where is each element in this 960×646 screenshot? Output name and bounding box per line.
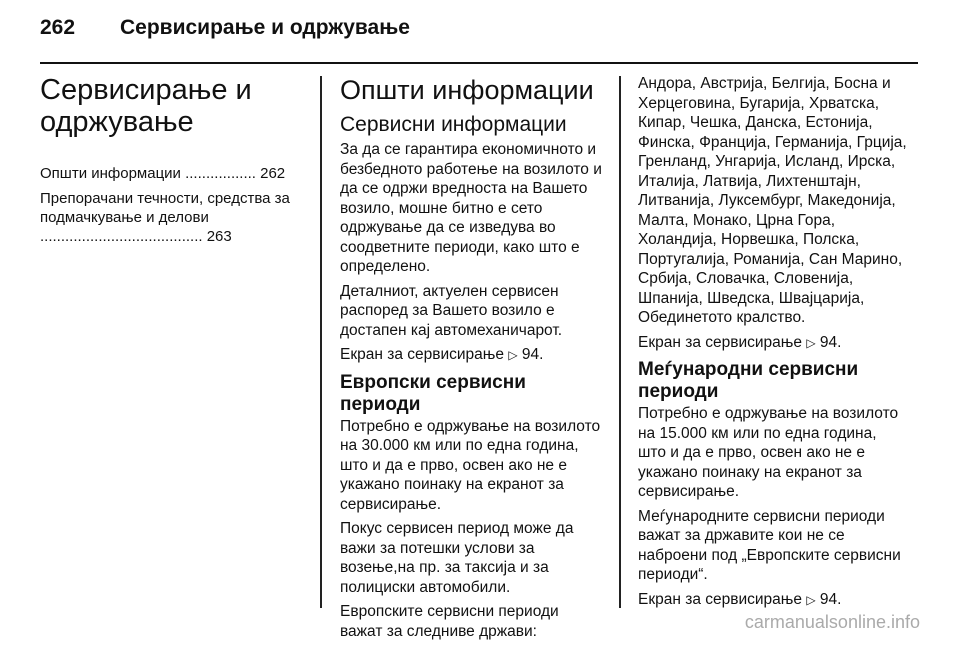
ref-text: Екран за сервисирање — [638, 590, 803, 608]
heading-european-intervals: Европски сервисни периоди — [340, 371, 526, 415]
header-rule — [40, 62, 918, 64]
general-info-column — [340, 74, 602, 646]
paragraph-service-importance: За да се гарантира економичното и безбедното работење на возилото и да се одржи вредноста на Вашето возило, мошне битно е сето одржување да се изведува во соодветните периоди, како што е определено. — [340, 141, 602, 275]
service-display-ref-3 — [638, 590, 908, 611]
running-title: Сервисирање и одржување — [120, 16, 410, 39]
ref-page[interactable]: 94. — [521, 346, 544, 363]
toc-entry-general[interactable]: Општи информации ................. 262 — [40, 165, 286, 182]
paragraph-international-interval: Потребно е одржување на возилото на 15.000 км или по една година, што и да е прво, освен ако не е укажано поинаку на екранот за сервисирање. — [638, 405, 899, 500]
countries-list: Андора, Австрија, Белгија, Босна и Херцеговина, Бугарија, Хрватска, Кипар, Чешка, Данска, Естонија, Финска, Франција, Германија, Грција, Гренланд, Унгарија, Исланд, Ирска, Италија, Латвија, Лихтенштајн, Литванија, Луксембург, Македонија, Малта, Монако, Црна Гора, Холандија, Норвешка, Полска, Португалија, Романија, Сан Марино, Србија, Словачка, Словенија, Шпанија, Шведска, Швајцарија, Обединетото кралство. — [638, 75, 907, 326]
heading-service-info: Сервисни информации — [340, 113, 567, 136]
service-display-ref-2 — [638, 333, 908, 354]
chapter-title: Сервисирање и одржување — [40, 74, 252, 138]
paragraph-schedule: Деталниот, актуелен сервисен распоред за Вашето возило е достапен кај автомеханичарот. — [340, 282, 563, 339]
arrow-right-icon: ▷ — [508, 348, 518, 362]
ref-page[interactable]: 94. — [819, 590, 842, 608]
section-title-general: Општи информации — [340, 75, 594, 105]
page-header — [40, 16, 920, 48]
service-display-ref — [340, 345, 602, 366]
ref-text: Екран за сервисирање — [638, 333, 803, 351]
toc-entry-fluids[interactable]: Препорачани течности, средства за подмачкување и делови ....................................... 263 — [40, 190, 290, 245]
arrow-right-icon: ▷ — [806, 335, 816, 350]
heading-international-intervals: Меѓународни сервисни периоди — [638, 359, 859, 402]
countries-column — [638, 74, 908, 615]
column-divider-1 — [320, 76, 322, 608]
paragraph-international-scope: Меѓународните сервисни периоди важат за државите кои не се наброени под „Европските сервисни периоди“. — [638, 507, 901, 583]
chapter-column — [40, 74, 302, 252]
ref-text: Екран за сервисирање — [340, 346, 505, 363]
arrow-right-icon: ▷ — [806, 592, 816, 607]
column-divider-2 — [619, 76, 621, 608]
watermark: carmanualsonline.info — [744, 612, 920, 632]
ref-page[interactable]: 94. — [819, 333, 842, 351]
paragraph-european-interval: Потребно е одржување на возилото на 30.000 км или по една година, што и да е прво, освен ако не е укажано поинаку на екранот за сервисирање. — [340, 417, 601, 513]
paragraph-countries-intro: Европските сервисни периоди важат за следниве држави: — [340, 603, 559, 640]
page-number: 262 — [40, 16, 76, 39]
paragraph-short-interval: Покус сервисен период може да важи за потешки услови за возење,на пр. за таксија и за полициски автомобили. — [340, 520, 574, 596]
